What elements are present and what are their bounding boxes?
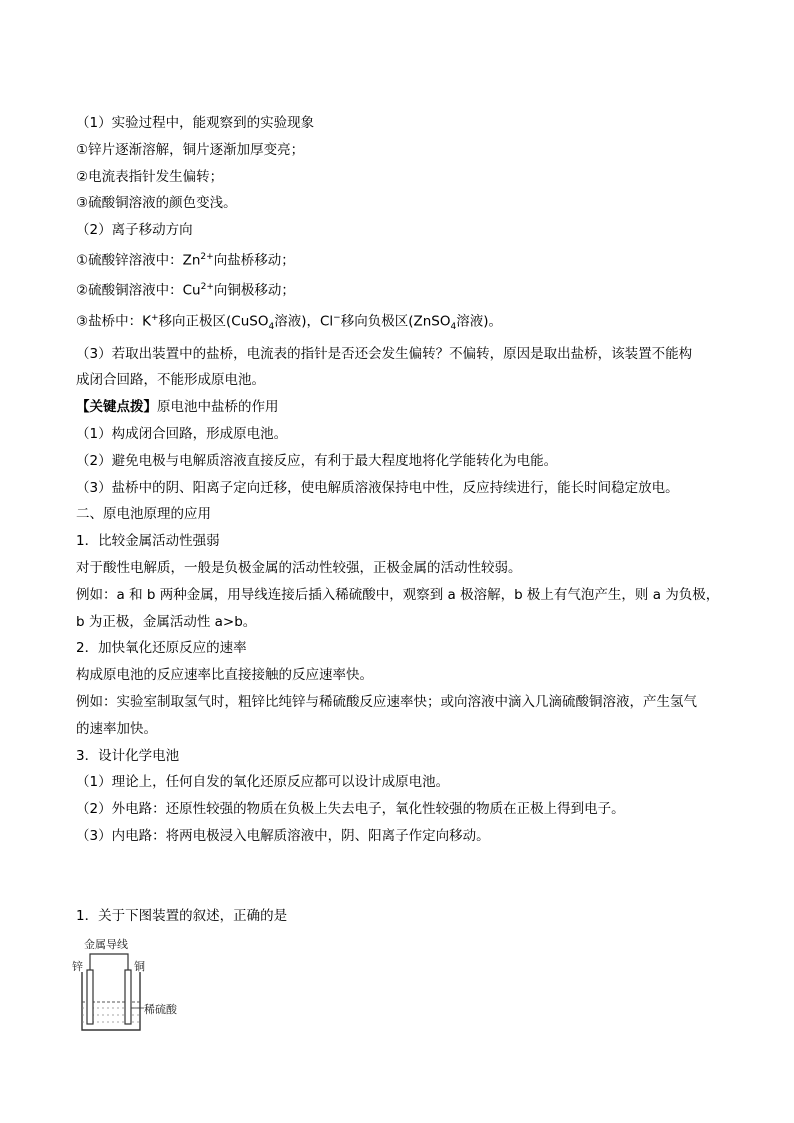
ion-heading: （2）离子移动方向 bbox=[76, 222, 193, 239]
application-1-title: 1．比较金属活动性强弱 bbox=[76, 533, 220, 550]
ion-item-3-text-c: 溶液)，Cl bbox=[274, 313, 334, 330]
ion-item-2-charge: 2+ bbox=[200, 282, 214, 293]
document-body bbox=[72, 110, 726, 1036]
application-3-item-3: （3）内电路：将两电极浸入电解质溶液中，阴、阳离子作定向移动。 bbox=[76, 827, 490, 844]
galvanic-cell-figure bbox=[72, 936, 178, 1036]
question-3-line-2: 成闭合回路，不能形成原电池。 bbox=[76, 372, 265, 389]
keypoint-item-3: （3）盐桥中的阴、阳离子定向迁移，使电解质溶液保持电中性，反应持续进行，能长时间稳定放电。 bbox=[76, 479, 679, 496]
keypoint-item-1: （1）构成闭合回路，形成原电池。 bbox=[76, 425, 288, 442]
application-3-item-1: （1）理论上，任何自发的氧化还原反应都可以设计成原电池。 bbox=[76, 774, 450, 791]
ion-item-3-charge-cl: − bbox=[333, 312, 341, 323]
application-2-example-line-1: 例如：实验室制取氢气时，粗锌比纯锌与稀硫酸反应速率快；或向溶液中滴入几滴硫酸铜溶液，产生氢气 bbox=[76, 693, 697, 710]
zinc-electrode bbox=[87, 970, 93, 1024]
ion-item-2 bbox=[76, 274, 726, 304]
observe-heading: （1）实验过程中，能观察到的实验现象 bbox=[76, 115, 315, 131]
exercise-question: 1．关于下图装置的叙述，正确的是 bbox=[76, 907, 288, 924]
metal-wire bbox=[90, 954, 128, 974]
section-2-heading: 二、原电池原理的应用 bbox=[76, 506, 211, 523]
application-2-text: 构成原电池的反应速率比直接接触的反应速率快。 bbox=[76, 667, 373, 684]
observe-item-3: ③硫酸铜溶液的颜色变浅。 bbox=[76, 195, 237, 212]
zinc-label: 锌 bbox=[72, 959, 83, 973]
ion-item-3-text-d: 移向负极区(ZnSO bbox=[340, 313, 451, 330]
ion-item-3 bbox=[76, 305, 726, 341]
ion-item-1-text: ①硫酸锌溶液中：Zn bbox=[76, 252, 201, 269]
keypoint-item-2: （2）避免电极与电解质溶液直接反应，有利于最大程度地将化学能转化为电能。 bbox=[76, 452, 558, 469]
ion-item-3-sub-1: 4 bbox=[268, 321, 275, 332]
ion-item-1 bbox=[76, 244, 726, 274]
ion-item-3-charge-k: + bbox=[150, 312, 159, 323]
ion-item-1-charge: 2+ bbox=[200, 251, 214, 262]
ion-item-2-text-end: 向铜极移动； bbox=[213, 282, 295, 299]
keypoint-title: 原电池中盐桥的作用 bbox=[157, 399, 279, 416]
wire-label: 金属导线 bbox=[84, 937, 128, 951]
section-gap bbox=[76, 850, 726, 903]
ion-item-3-sub-2: 4 bbox=[450, 321, 457, 332]
application-3-item-2: （2）外电路：还原性较强的物质在负极上失去电子，氧化性较强的物质在正极上得到电子。 bbox=[76, 801, 625, 818]
keypoint-tag: 【关键点拨】 bbox=[76, 399, 157, 416]
application-2-title: 2．加快氧化还原反应的速率 bbox=[76, 640, 247, 657]
ion-item-2-text: ②硫酸铜溶液中：Cu bbox=[76, 282, 201, 299]
question-3-line-1: （3）若取出装置中的盐桥，电流表的指针是否还会发生偏转？不偏转，原因是取出盐桥，该装置不能构 bbox=[76, 345, 693, 362]
application-1-example-line-2: b 为正极，金属活动性 a>b。 bbox=[76, 613, 257, 630]
copper-label: 铜 bbox=[134, 959, 145, 973]
application-3-title: 3．设计化学电池 bbox=[76, 747, 180, 764]
copper-electrode bbox=[125, 970, 131, 1024]
ion-item-3-text-e: 溶液)。 bbox=[456, 313, 502, 330]
application-2-example-line-2: 的速率加快。 bbox=[76, 720, 157, 737]
observe-item-2: ②电流表指针发生偏转； bbox=[76, 168, 224, 185]
keypoint-heading bbox=[76, 394, 726, 421]
application-1-text: 对于酸性电解质，一般是负极金属的活动性较强，正极金属的活动性较弱。 bbox=[76, 559, 522, 576]
observe-item-1: ①锌片逐渐溶解，铜片逐渐加厚变亮； bbox=[76, 141, 305, 158]
ion-item-3-text: ③盐桥中：K bbox=[76, 313, 151, 330]
ion-item-3-text-b: 移向正极区(CuSO bbox=[158, 313, 269, 330]
ion-item-1-text-end: 向盐桥移动； bbox=[213, 252, 295, 269]
application-1-example-line-1: 例如：a 和 b 两种金属，用导线连接后插入稀硫酸中，观察到 a 极溶解，b 极上有气泡产生，则 a 为负极， bbox=[76, 586, 720, 603]
acid-label: 稀硫酸 bbox=[144, 1002, 177, 1016]
